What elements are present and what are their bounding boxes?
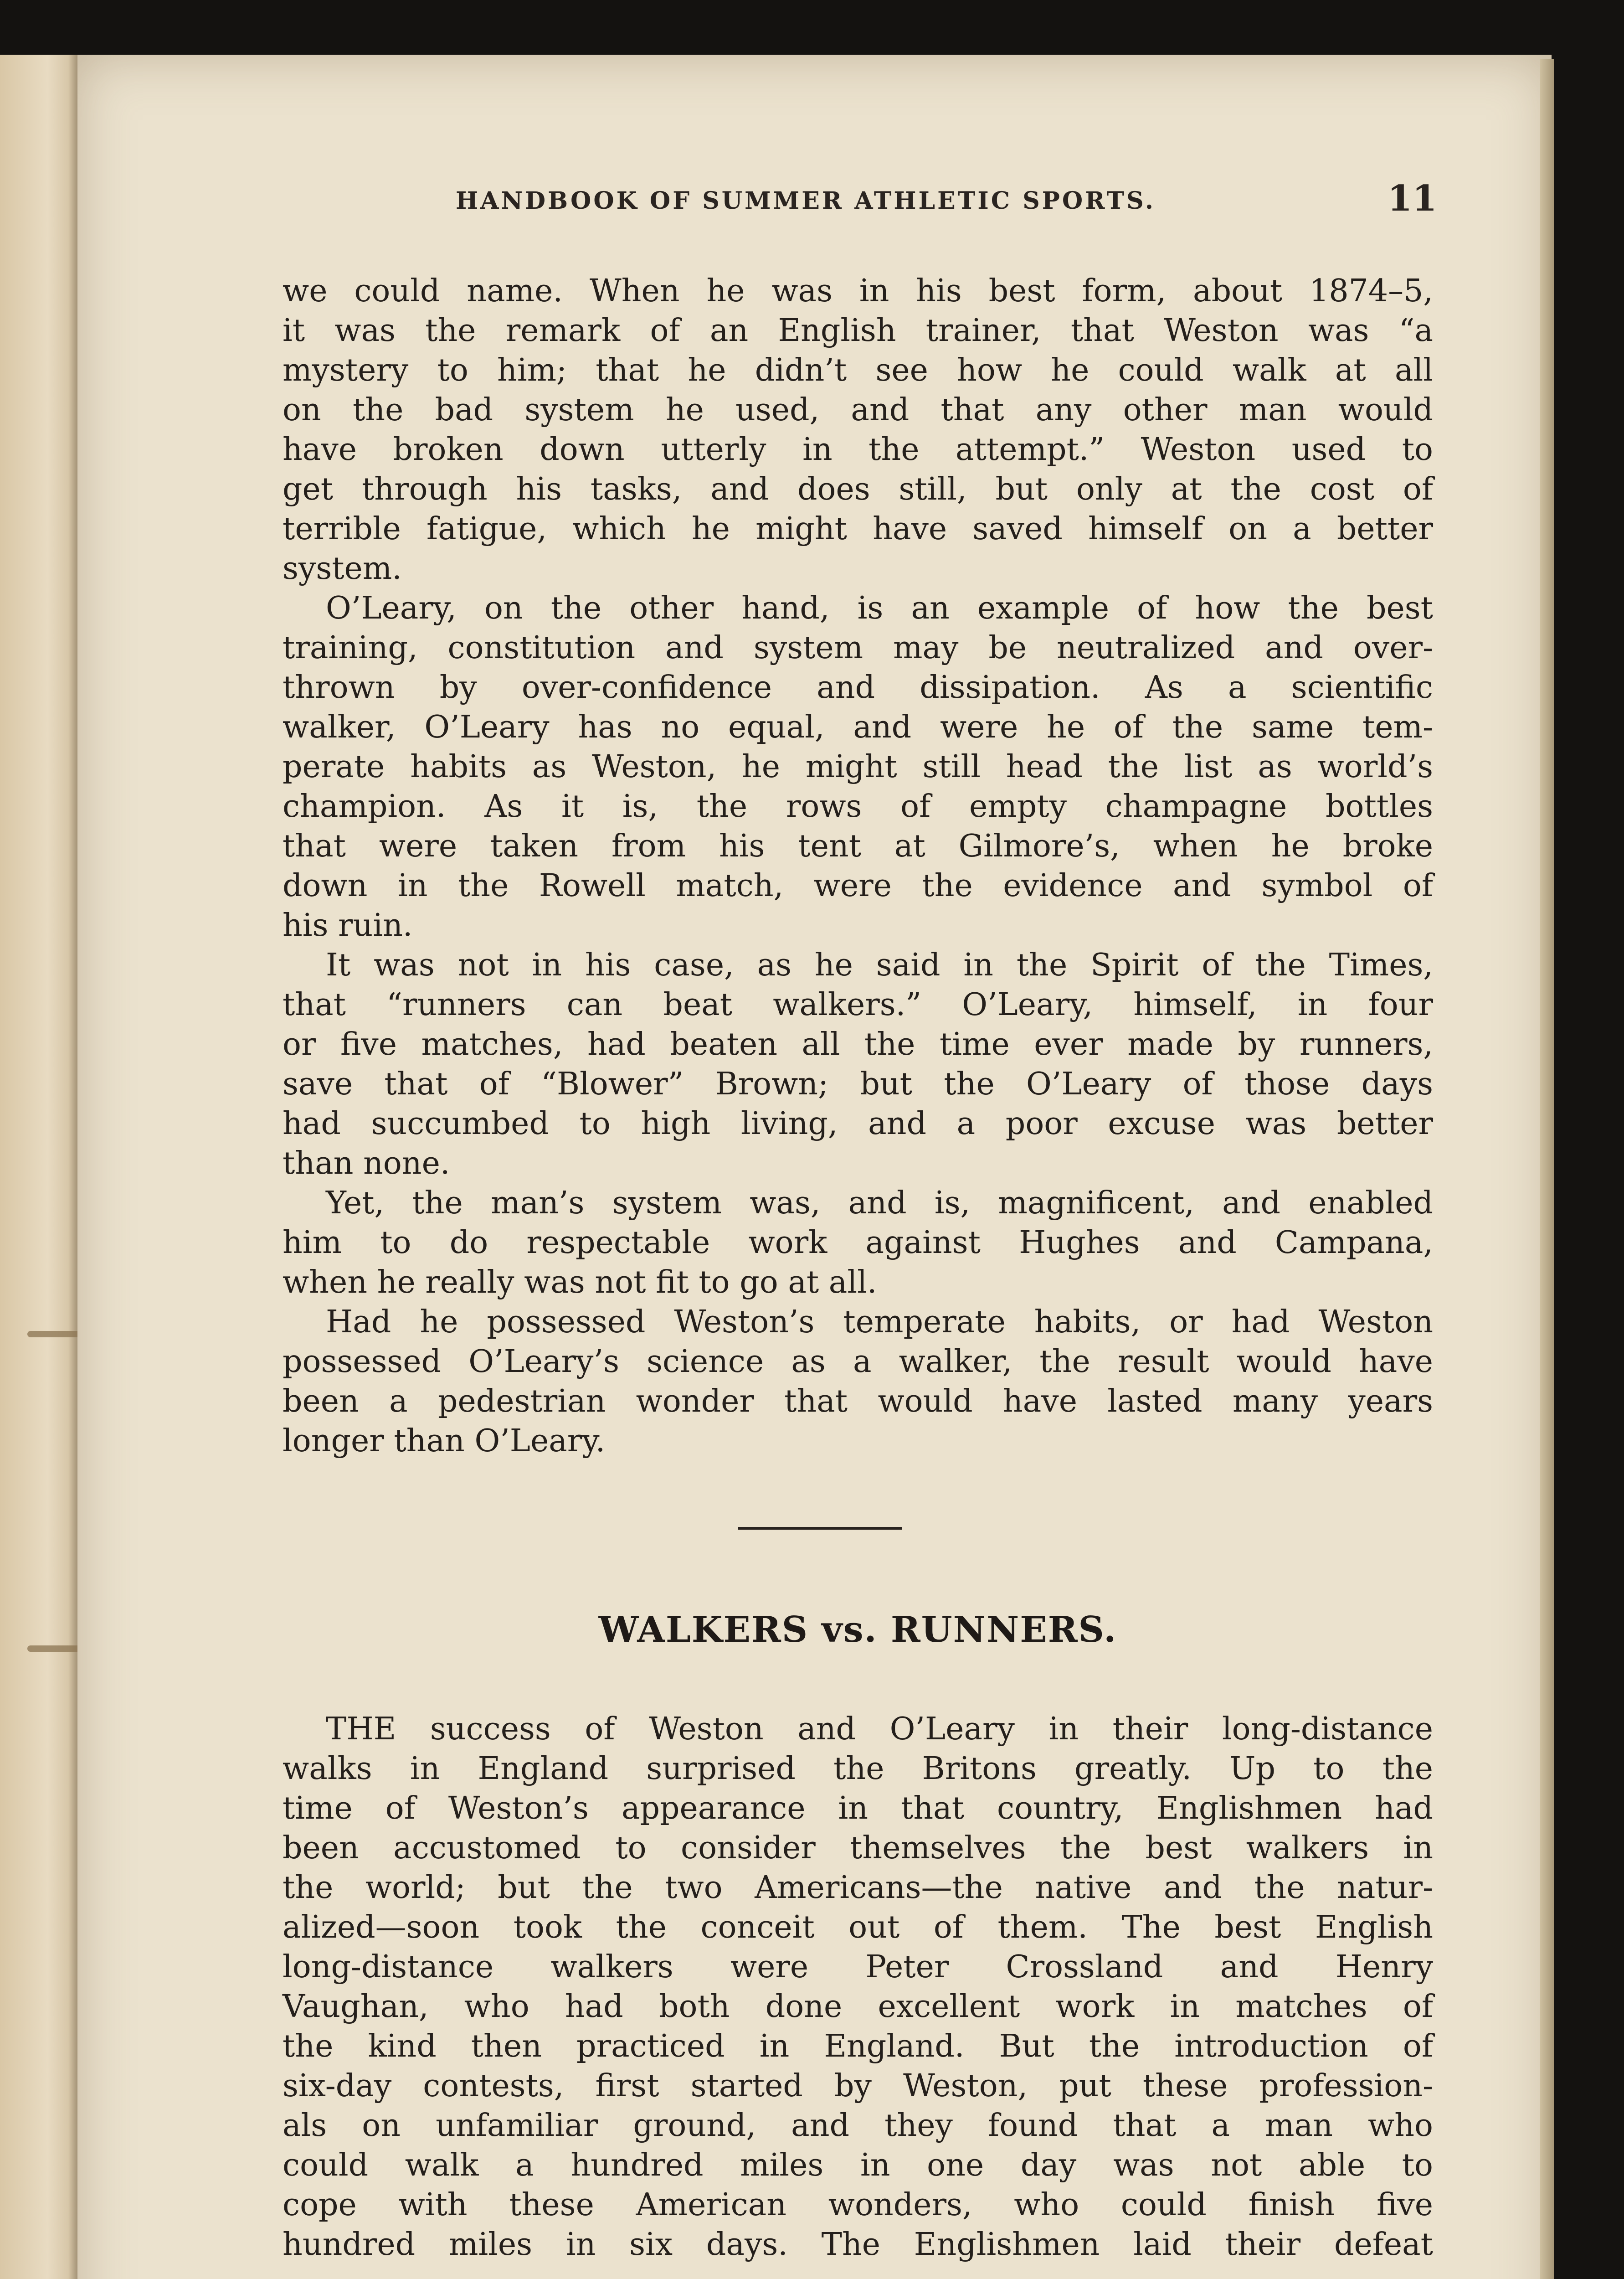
text-line: thrown by over-confidence and dissipation. As a scientific <box>283 670 1433 706</box>
text-line: longer than O’Leary. <box>283 1423 606 1459</box>
section-body-text <box>283 1709 1433 2264</box>
running-head: HANDBOOK OF SUMMER ATHLETIC SPORTS. <box>456 187 1156 215</box>
section-title: WALKERS vs. RUNNERS. <box>598 1609 1117 1650</box>
page-number: 11 <box>1388 178 1437 219</box>
text-line: It was not in his case, as he said in the Spirit of the Times, <box>326 947 1433 983</box>
text-line: we could name. When he was in his best form, about 1874–5, <box>283 273 1433 309</box>
text-line: als on unfamiliar ground, and they found that a man who <box>283 2108 1433 2144</box>
text-line: training, constitution and system may be neutralized and over- <box>283 630 1433 666</box>
text-line: time of Weston’s appearance in that country, Englishmen had <box>283 1790 1433 1826</box>
text-line: Had he possessed Weston’s temperate habits, or had Weston <box>326 1304 1433 1340</box>
text-line: or five matches, had beaten all the time ever made by runners, <box>283 1026 1433 1062</box>
text-line: hundred miles in six days. The Englishmen laid their defeat <box>283 2227 1433 2263</box>
text-line: terrible fatigue, which he might have saved himself on a better <box>283 511 1433 547</box>
text-line: champion. As it is, the rows of empty champagne bottles <box>283 789 1433 825</box>
text-line: it was the remark of an English trainer, that Weston was “a <box>283 313 1433 349</box>
page-stack-edge <box>1540 59 1554 2279</box>
text-line: down in the Rowell match, were the evidence and symbol of <box>283 868 1433 904</box>
section-divider <box>738 1527 902 1530</box>
text-line: walks in England surprised the Britons greatly. Up to the <box>283 1751 1433 1787</box>
text-line: the world; but the two Americans—the native and the natur- <box>283 1870 1433 1906</box>
text-line: been a pedestrian wonder that would have lasted many years <box>283 1383 1433 1419</box>
text-line: him to do respectable work against Hughes and Campana, <box>283 1225 1433 1261</box>
text-line: perate habits as Weston, he might still head the list as world’s <box>283 749 1433 785</box>
text-line: alized—soon took the conceit out of them. The best English <box>283 1909 1433 1945</box>
text-line: could walk a hundred miles in one day was not able to <box>283 2147 1433 2183</box>
text-line: long-distance walkers were Peter Crossland and Henry <box>283 1949 1433 1985</box>
text-line: system. <box>283 551 402 587</box>
text-line: possessed O’Leary’s science as a walker, the result would have <box>283 1344 1433 1380</box>
article-text-continued <box>283 271 1433 1461</box>
text-line: get through his tasks, and does still, but only at the cost of <box>283 471 1433 507</box>
text-line: have broken down utterly in the attempt.” Weston used to <box>283 432 1433 468</box>
text-line: been accustomed to consider themselves the best walkers in <box>283 1830 1433 1866</box>
text-line: the kind then practiced in England. But the introduction of <box>283 2028 1433 2064</box>
text-line: cope with these American wonders, who could finish five <box>283 2187 1433 2223</box>
text-line: mystery to him; that he didn’t see how he could walk at all <box>283 352 1433 388</box>
text-line: that were taken from his tent at Gilmore’s, when he broke <box>283 828 1433 864</box>
text-line: than none. <box>283 1145 450 1181</box>
text-line: O’Leary, on the other hand, is an example of how the best <box>326 590 1433 626</box>
text-line: save that of “Blower” Brown; but the O’Leary of those days <box>283 1066 1433 1102</box>
text-line: when he really was not fit to go at all. <box>283 1264 877 1300</box>
text-line: on the bad system he used, and that any other man would <box>283 392 1433 428</box>
text-line: six-day contests, first started by Weston, put these profession- <box>283 2068 1433 2104</box>
text-line: that “runners can beat walkers.” O’Leary, himself, in four <box>283 987 1433 1023</box>
text-line: had succumbed to high living, and a poor excuse was better <box>283 1106 1433 1142</box>
text-line: walker, O’Leary has no equal, and were he of the same tem- <box>283 709 1433 745</box>
text-line: Vaughan, who had both done excellent work in matches of <box>283 1989 1433 2025</box>
text-line: his ruin. <box>283 907 413 944</box>
text-line: Yet, the man’s system was, and is, magnificent, and enabled <box>326 1185 1433 1221</box>
text-line: THE success of Weston and O’Leary in their long-distance <box>326 1711 1433 1747</box>
